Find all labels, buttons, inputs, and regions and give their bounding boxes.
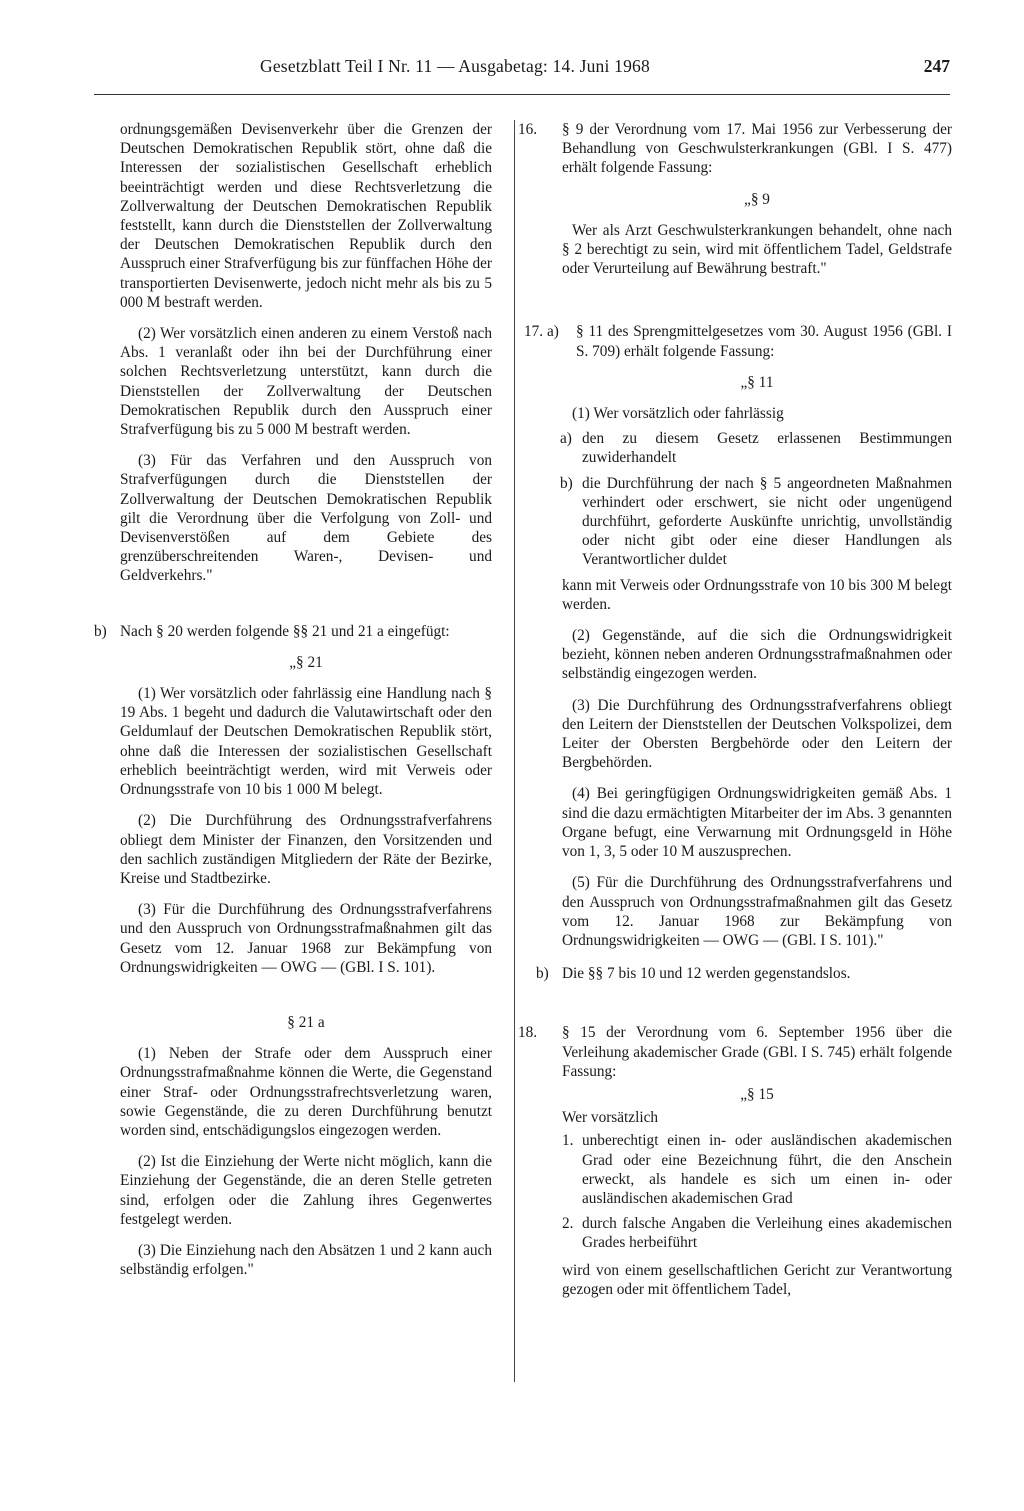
paragraph: (2) Ist die Einziehung der Werte nicht möglich, kann die Einziehung der Gegenstände, die an deren Stelle getreten sind, erfolgen oder die Zahlung ihres Gegenwertes festgelegt werden.: [120, 1153, 492, 1228]
section-heading: „§ 21: [289, 653, 323, 671]
paragraph: § 15 der Verordnung vom 6. September 1956 über die Verleihung akademischer Grade (GBl. I S. 745) erhält folgende Fassung:: [562, 1024, 952, 1080]
list-item-2: [562, 1214, 952, 1252]
paragraph: die Durchführung der nach § 5 angeordneten Maßnahmen verhindert oder erschwert, sie nicht oder ungenügend durchführt, geforderte Auskünfte unrichtig, unvollständig oder nicht gibt oder eine dieser Handlungen als Verantwortlicher duldet: [582, 474, 952, 569]
right-column: [518, 120, 952, 1299]
paragraph: (1) Wer vorsätzlich oder fahrlässig eine Handlung nach § 19 Abs. 1 begeht und dadurch die Valutawirtschaft oder den Geldumlauf der Deutschen Demokratischen Republik stört, ohne daß die Interessen der sozialistischen Gesellschaft erheblich beeinträchtigt werden, wird mit Verweis oder Ordnungsstrafe von 10 bis 1 000 M belegt.: [120, 685, 492, 799]
list-item-b: [94, 622, 492, 641]
list-item-16: [518, 120, 952, 178]
item-label: b): [560, 474, 573, 492]
paragraph: § 9 der Verordnung vom 17. Mai 1956 zur Verbesserung der Behandlung von Geschwulsterkrankungen (GBl. I S. 477) erhält folgende Fassung:: [562, 121, 952, 177]
paragraph: wird von einem gesellschaftlichen Gericht zur Verantwortung gezogen oder mit öffentlichem Tadel,: [562, 1261, 952, 1298]
item-number: 18.: [518, 1024, 538, 1042]
section-heading: § 21 a: [287, 1013, 325, 1031]
paragraph: (1) Neben der Strafe oder dem Ausspruch einer Ordnungsstrafmaßnahme können die Werte, die Gegenstand einer Straf- oder Ordnungsstrafrechtsverletzung waren, sowie Gegenstände, die zu deren Durchführung benutzt worden sind, entschädigungslos eingezogen werden.: [120, 1045, 492, 1139]
paragraph: durch falsche Angaben die Verleihung eines akademischen Grades herbeiführt: [582, 1215, 952, 1252]
paragraph: unberechtigt einen in- oder ausländischen akademischen Grad oder eine Bezeichnung führt, die den Anschein erweckt, als handele es sich um einen in- oder ausländischen akademischen Grad: [582, 1132, 952, 1207]
paragraph: (2) Gegenstände, auf die sich die Ordnungswidrigkeit bezieht, können neben anderen Ordnungsstrafmaßnahmen oder selbständig eingezogen werden.: [562, 627, 952, 683]
paragraph: Wer vorsätzlich: [562, 1109, 659, 1127]
paragraph: (4) Bei geringfügigen Ordnungswidrigkeiten gemäß Abs. 1 sind die dazu ermächtigten Mitarbeiter der im Abs. 3 genannten Organe befugt, eine Verwarnung mit Ordnungsgeld in Höhe von 1, 3, 5 oder 10 M auszusprechen.: [562, 785, 952, 861]
section-heading: „§ 11: [740, 373, 774, 391]
item-number: 16.: [518, 121, 538, 138]
paragraph: (3) Die Durchführung des Ordnungsstrafverfahrens obliegt den Leitern der Dienststellen der Deutschen Volkspolizei, dem Leiter der Obersten Bergbehörde oder den Leitern der Bergbehörden.: [562, 696, 952, 772]
paragraph: (2) Die Durchführung des Ordnungsstrafverfahrens obliegt dem Minister der Finanzen, den Vorsitzenden und den sachlich zuständigen Mitgliedern der Räte der Bezirke, Kreise und Stadtbezirke.: [120, 812, 492, 887]
paragraph: Wer als Arzt Geschwulsterkrankungen behandelt, ohne nach § 2 berechtigt zu sein, wird mit öffentlichem Tadel, Geldstrafe oder Verurteilung auf Bewährung bestraft.": [562, 221, 952, 278]
paragraph: Nach § 20 werden folgende §§ 21 und 21 a eingefügt:: [120, 622, 450, 640]
list-item-17: [524, 322, 952, 360]
list-item-a: [562, 429, 952, 467]
item-label: 2.: [562, 1215, 574, 1233]
list-item-b2: [536, 964, 952, 983]
paragraph: den zu diesem Gesetz erlassenen Bestimmungen zuwiderhandelt: [582, 430, 952, 467]
paragraph: Die §§ 7 bis 10 und 12 werden gegenstandslos.: [562, 965, 851, 983]
paragraph: (3) Für das Verfahren und den Ausspruch von Strafverfügungen durch die Dienststellen der Zollverwaltung der Deutschen Demokratischen Republik gilt die Verordnung über die Verfolgung von Zoll- und Devisenverstößen auf dem Gebiete des grenzüberschreitenden Waren-, Devisen- und Geldverkehrs.": [120, 452, 492, 585]
paragraph: (5) Für die Durchführung des Ordnungsstrafverfahrens und den Ausspruch von Ordnungsstrafmaßnahmen gilt das Gesetz vom 12. Januar 1968 zur Bekämpfung von Ordnungswidrigkeiten — OWG — (GBl. I S. 101).": [562, 874, 952, 949]
page-number: 247: [923, 56, 950, 76]
item-number: 17. a): [524, 323, 559, 341]
left-column: [94, 120, 492, 1279]
list-item-1: [562, 1131, 952, 1208]
paragraph: (3) Für die Durchführung des Ordnungsstrafverfahrens und den Ausspruch von Ordnungsstrafmaßnahmen gilt das Gesetz vom 12. Januar 1968 zur Bekämpfung von Ordnungswidrigkeiten — OWG — (GBl. I S. 101).: [120, 901, 492, 976]
item-label: 1.: [562, 1132, 574, 1150]
paragraph: § 11 des Sprengmittelgesetzes vom 30. August 1956 (GBl. I S. 709) erhält folgende Fassung:: [576, 323, 952, 360]
item-label: b): [94, 622, 107, 640]
column-divider: [514, 120, 515, 1382]
page-header: [90, 56, 950, 86]
item-label: b): [536, 965, 549, 983]
paragraph: ordnungsgemäßen Devisenverkehr über die Grenzen der Deutschen Demokratischen Republik stört, ohne daß die Interessen der sozialistischen Gesellschaft erheblich beeinträchtigt werden und diese Rechtsverletzung die Zollverwaltung der Deutschen Demokratischen Republik feststellt, kann durch die Dienststellen der Zollverwaltung der Deutschen Demokratischen Republik durch den Ausspruch einer Strafverfügung bis zur fünffachen Höhe der transportierten Devisenwerte, jedoch nicht mehr als bis zu 5 000 M bestraft werden.: [120, 121, 492, 311]
paragraph: (1) Wer vorsätzlich oder fahrlässig: [572, 405, 784, 423]
list-item-b: [562, 474, 952, 570]
section-heading: „§ 15: [740, 1085, 774, 1103]
paragraph: kann mit Verweis oder Ordnungsstrafe von 10 bis 300 M belegt werden.: [562, 576, 952, 613]
paragraph: (2) Wer vorsätzlich einen anderen zu einem Verstoß nach Abs. 1 veranlaßt oder ihn bei der Durchführung einer solchen Rechtsverletzung unterstützt, kann durch die Dienststellen der Zollverwaltung der Deutschen Demokratischen Republik durch den Ausspruch einer Strafverfügung bis zu 5 000 M bestraft werden.: [120, 325, 492, 439]
section-heading: „§ 9: [744, 190, 770, 208]
header-rule: [94, 94, 950, 95]
item-label: a): [560, 430, 572, 448]
header-title: Gesetzblatt Teil I Nr. 11 — Ausgabetag: 14. Juni 1968: [260, 56, 650, 76]
list-item-18: [518, 1023, 952, 1081]
paragraph: (3) Die Einziehung nach den Absätzen 1 und 2 kann auch selbständig erfolgen.": [120, 1241, 492, 1279]
